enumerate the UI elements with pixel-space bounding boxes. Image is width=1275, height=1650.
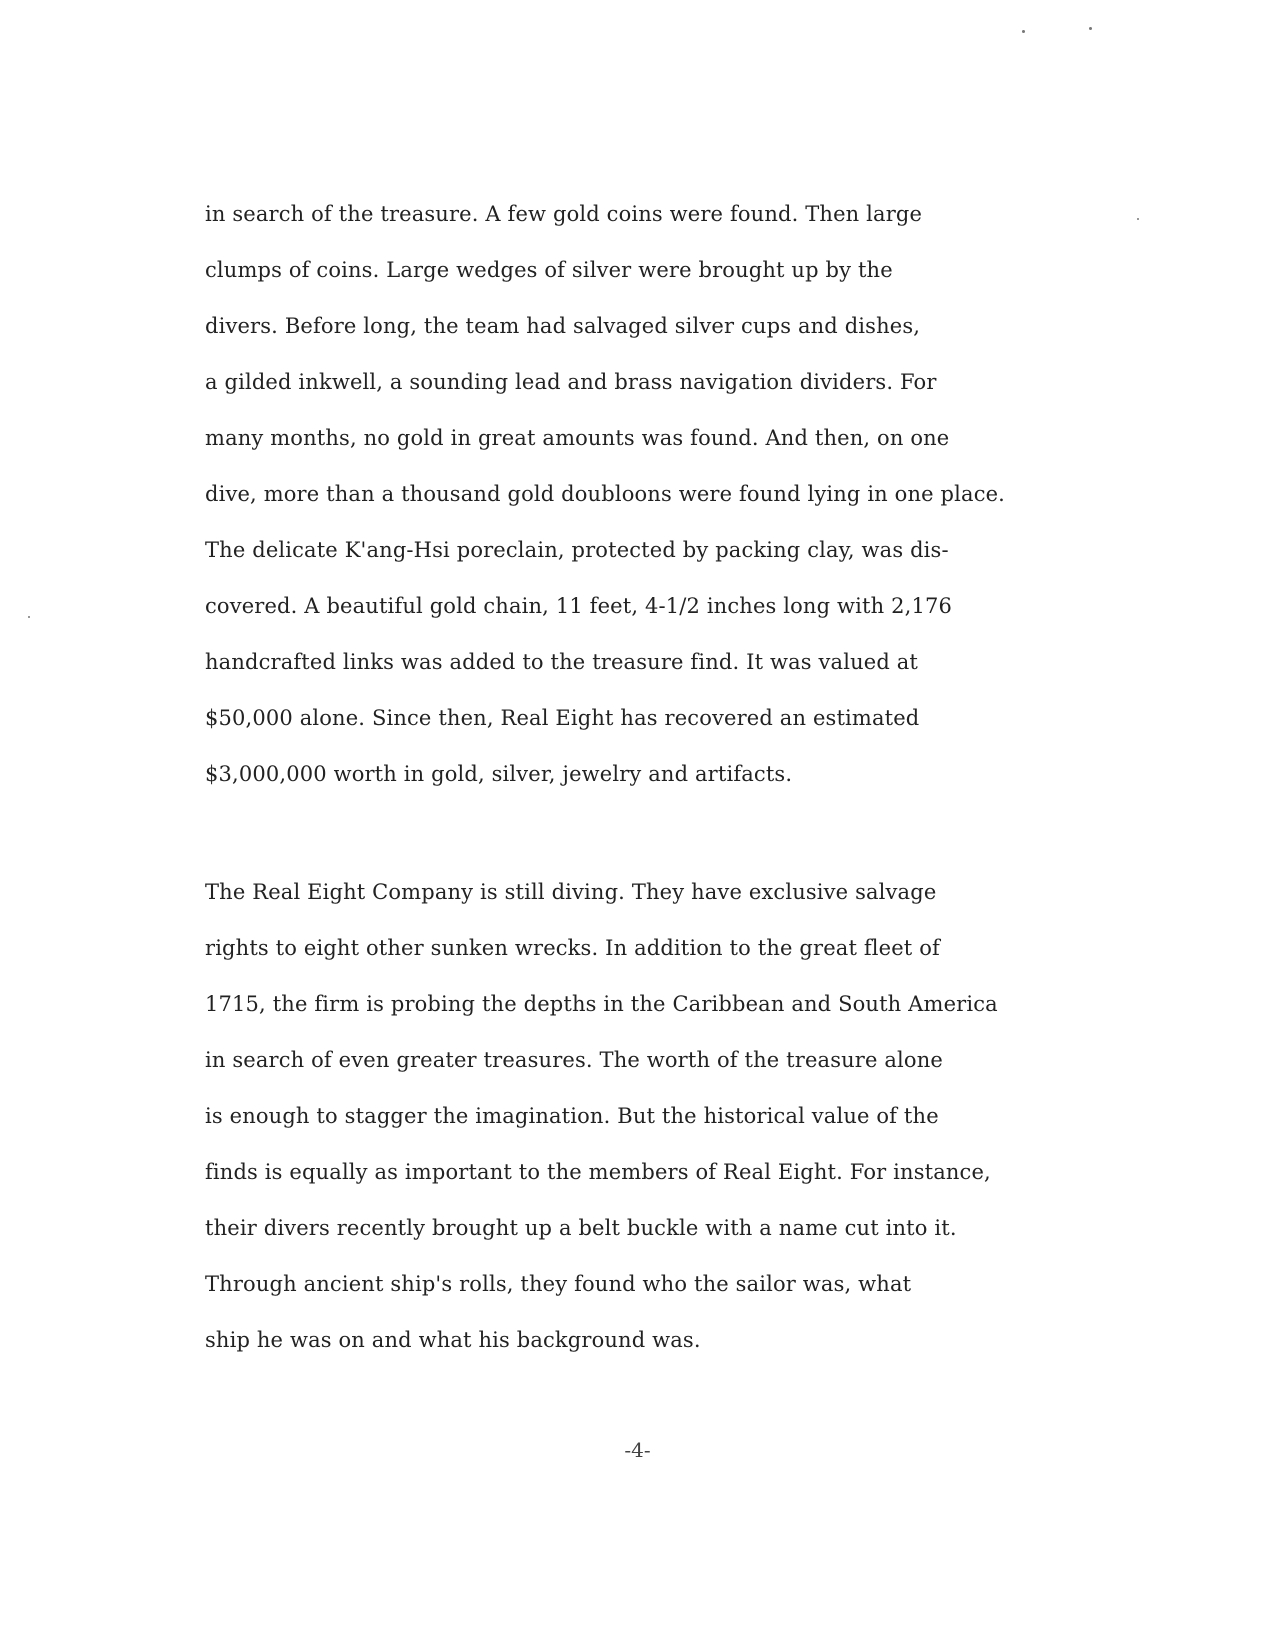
text-line: in search of the treasure. A few gold coins were found. Then large xyxy=(205,202,923,226)
paragraph-2 xyxy=(205,864,1065,1368)
text-line: clumps of coins. Large wedges of silver were brought up by the xyxy=(205,258,893,282)
text-line: handcrafted links was added to the treasure find. It was valued at xyxy=(205,650,919,674)
scan-speck xyxy=(1022,30,1025,33)
text-line: many months, no gold in great amounts was found. And then, on one xyxy=(205,426,950,450)
text-line: $50,000 alone. Since then, Real Eight has recovered an estimated xyxy=(205,706,920,730)
text-line: The Real Eight Company is still diving. They have exclusive salvage xyxy=(205,880,937,904)
text-line: covered. A beautiful gold chain, 11 feet, 4-1/2 inches long with 2,176 xyxy=(205,594,952,618)
page-number: -4- xyxy=(624,1438,651,1462)
scan-speck xyxy=(28,616,30,618)
text-line: a gilded inkwell, a sounding lead and brass navigation dividers. For xyxy=(205,370,937,394)
scan-speck xyxy=(1089,27,1092,30)
text-line: ship he was on and what his background was. xyxy=(205,1328,701,1352)
text-line: dive, more than a thousand gold doubloons were found lying in one place. xyxy=(205,482,1006,506)
text-line: finds is equally as important to the members of Real Eight. For instance, xyxy=(205,1160,991,1184)
text-line: is enough to stagger the imagination. But the historical value of the xyxy=(205,1104,939,1128)
text-line: 1715, the firm is probing the depths in the Caribbean and South America xyxy=(205,992,998,1016)
text-line: divers. Before long, the team had salvaged silver cups and dishes, xyxy=(205,314,921,338)
text-line: $3,000,000 worth in gold, silver, jewelry and artifacts. xyxy=(205,762,793,786)
scan-speck xyxy=(1137,218,1139,220)
text-line: their divers recently brought up a belt buckle with a name cut into it. xyxy=(205,1216,957,1240)
text-line: The delicate K'ang-Hsi poreclain, protected by packing clay, was dis- xyxy=(205,538,949,562)
text-line: rights to eight other sunken wrecks. In addition to the great fleet of xyxy=(205,936,940,960)
text-line: Through ancient ship's rolls, they found who the sailor was, what xyxy=(205,1272,912,1296)
text-line: in search of even greater treasures. The worth of the treasure alone xyxy=(205,1048,943,1072)
paragraph-1 xyxy=(205,186,1065,802)
